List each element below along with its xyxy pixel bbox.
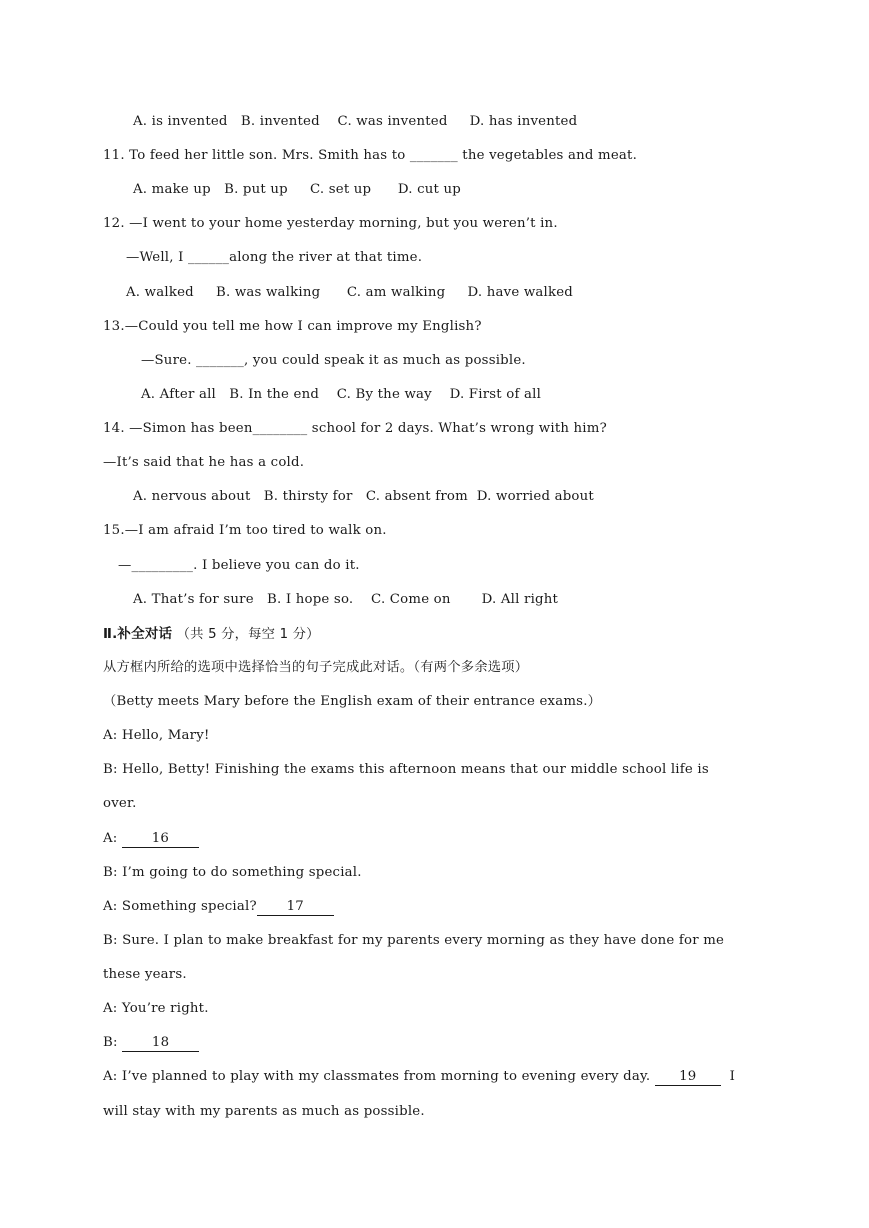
q11-options: A. make up B. put up C. set up D. cut up bbox=[133, 182, 461, 197]
dialogue-text: A: I’ve planned to play with my classmates from morning to evening every day. bbox=[103, 1069, 651, 1084]
dialogue-line: A: You’re right. bbox=[103, 1001, 209, 1016]
answer-blank-17[interactable]: 17 bbox=[257, 899, 334, 916]
dialogue-line-blank-16 bbox=[103, 829, 199, 849]
section-2-instruction: 从方框内所给的选项中选择恰当的句子完成此对话。（有两个多余选项） bbox=[103, 660, 529, 675]
q14-stem: 14. —Simon has been________ school for 2 days. What’s wrong with him? bbox=[103, 421, 607, 436]
q14-options: A. nervous about B. thirsty for C. absent from D. worried about bbox=[133, 489, 594, 504]
speaker-prefix: B: bbox=[103, 1035, 123, 1050]
dialogue-line: B: Hello, Betty! Finishing the exams this afternoon means that our middle school life is bbox=[103, 762, 709, 777]
dialogue-line: over. bbox=[103, 796, 137, 811]
dialogue-text: A: Something special? bbox=[103, 899, 257, 914]
speaker-prefix: A: bbox=[103, 831, 122, 846]
dialogue-line-blank-19 bbox=[103, 1067, 735, 1087]
dialogue-line: these years. bbox=[103, 967, 187, 982]
section-2-context: （Betty meets Mary before the English exam of their entrance exams.） bbox=[103, 694, 602, 709]
dialogue-line: B: I’m going to do something special. bbox=[103, 865, 362, 880]
q12-stem: 12. —I went to your home yesterday morning, but you weren’t in. bbox=[103, 216, 558, 231]
q14-reply: —It’s said that he has a cold. bbox=[103, 455, 305, 470]
dialogue-line: A: Hello, Mary! bbox=[103, 728, 210, 743]
q15-reply: —_________. I believe you can do it. bbox=[118, 558, 360, 573]
q15-stem: 15.—I am afraid I’m too tired to walk on. bbox=[103, 523, 387, 538]
dialogue-line-blank-17 bbox=[103, 897, 334, 917]
q13-stem: 13.—Could you tell me how I can improve my English? bbox=[103, 319, 482, 334]
q15-options: A. That’s for sure B. I hope so. C. Come on D. All right bbox=[133, 592, 559, 607]
section-2-score: （共 5 分，每空 1 分） bbox=[176, 627, 320, 642]
answer-blank-19[interactable]: 19 bbox=[655, 1069, 721, 1086]
q11-stem: 11. To feed her little son. Mrs. Smith has to _______ the vegetables and meat. bbox=[103, 148, 638, 163]
dialogue-line: will stay with my parents as much as possible. bbox=[103, 1104, 425, 1119]
q12-options: A. walked B. was walking C. am walking D. have walked bbox=[126, 285, 574, 300]
dialogue-line-blank-18 bbox=[103, 1033, 199, 1053]
q10-options: A. is invented B. invented C. was invented D. has invented bbox=[133, 114, 578, 129]
q13-reply: —Sure. _______, you could speak it as much as possible. bbox=[141, 353, 526, 368]
section-2-title: Ⅱ.补全对话 bbox=[103, 626, 173, 642]
q13-options: A. After all B. In the end C. By the way D. First of all bbox=[141, 387, 542, 402]
q12-reply: —Well, I ______along the river at that time. bbox=[126, 250, 423, 265]
answer-blank-16[interactable]: 16 bbox=[122, 831, 199, 848]
answer-blank-18[interactable]: 18 bbox=[122, 1035, 199, 1052]
dialogue-text: I bbox=[729, 1069, 736, 1084]
dialogue-line: B: Sure. I plan to make breakfast for my parents every morning as they have done for me bbox=[103, 933, 725, 948]
section-2-heading bbox=[103, 624, 320, 645]
